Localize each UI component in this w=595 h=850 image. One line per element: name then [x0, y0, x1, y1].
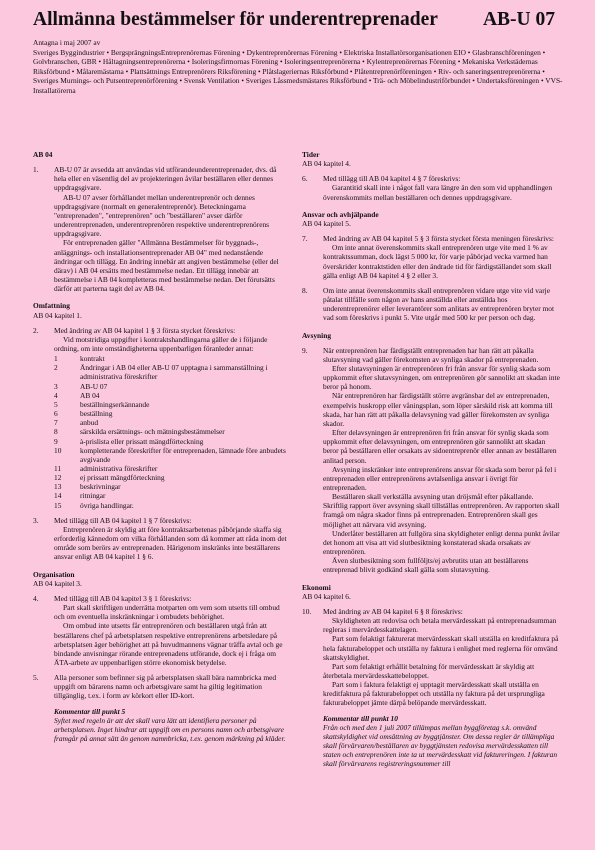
- list-item: [54, 482, 288, 491]
- clause-number: 9.: [302, 345, 308, 355]
- left-column: [33, 150, 288, 743]
- clause-text: Med ändring av AB 04 kapitel 1 § 3 första stycket föreskrivs:: [54, 325, 236, 335]
- clause-text: Skyldigheten att redovisa och betala mervärdesskatt på entreprenadsumman regleras i mervärdesskattelagen.: [323, 616, 557, 635]
- clause-text: Med ändring av AB 04 kapitel 5 § 3 första stycket första meningen föreskrivs:: [323, 234, 554, 244]
- clause-text: Med tillägg till AB 04 kapitel 1 § 7 föreskrivs:: [54, 515, 192, 525]
- section-heading-omfattning: Omfattning: [33, 301, 70, 311]
- document-code: AB-U 07: [482, 9, 555, 30]
- list-item-number: 15: [54, 500, 62, 510]
- document-title: Allmänna bestämmelser för underentreprenader: [33, 9, 438, 30]
- list-item-number: 7: [54, 418, 58, 428]
- clause-text: Part som i faktura felaktigt ej upptagit mervärdesskatt skall utställa en kreditfaktura på fakturabeloppet och utställa ny faktura på det ursprungliga fakturabeloppet jämte därpå belöpande mervärdesskatt.: [323, 680, 545, 708]
- list-item: [54, 400, 288, 409]
- section-heading-tider: Tider: [302, 150, 320, 159]
- list-item-text: kompletterande föreskrifter för entreprenaden, lämnade före anbudets avgivande: [80, 445, 286, 464]
- clause-2: [33, 326, 288, 510]
- list-item-text: à-prislista eller prissatt mängdförteckning: [80, 436, 204, 446]
- clause-text: För entreprenaden gäller "Allmänna Bestämmelser för byggnads-, anläggnings- och installationsentreprenader AB 04" med nedanstående ändringar och tillägg. En ändring innebär att angiven bestämmelse (eller del därav) i AB 04 ersätts med bestämmelse nedan. Ett tillägg innebär att bestämmelse i AB 04 kompletteras med bestämmelse nedan. Det förutsätts därför att parterna tagit del av AB 04.: [54, 238, 279, 294]
- list-item-text: övriga handlingar.: [80, 500, 134, 510]
- list-item-number: 6: [54, 409, 58, 419]
- list-item: [54, 427, 288, 436]
- clause-text: Efter slutavsyningen är entreprenören fri från ansvar för synlig skada som uppkommit efter slutavsyningen, om entreprenören gör sannolikt att skadan inte beror på honom.: [323, 363, 560, 392]
- list-item: [54, 418, 288, 427]
- clause-text: Även slutbesiktning som fullföljts/ej avbrutits utan att beställarens entreprenad blivit godkänd skall gälla som slutavsyning.: [323, 556, 529, 575]
- clause-3: [33, 516, 288, 562]
- section-subheading: AB 04 kapitel 5.: [302, 218, 351, 228]
- list-item-number: 4: [54, 390, 58, 400]
- section-heading-ab04: AB 04: [33, 150, 53, 159]
- clause-text: Entreprenören är skyldig att före kontraktsarbetenas påbörjande skaffa sig erforderlig kännedom om vilka förhållanden som då kommer att råda inom det område som berörs av entreprenaden. Härigenom inskränks inte beställarens ansvar enligt AB 04 kapitel 1 § 6.: [54, 524, 287, 562]
- organizations-list: Sveriges Byggindustrier • BergsprängningsEntreprenörernas Förening • Dykentreprenörernas Förening • Elektriska Installatörsorganisationen EIO • Glasbranschföreningen • Golvbranschen, GBR • Håltagningsentreprenörerna • Isoleringsfirmornas Förening • Isoleringsentreprenörerna • Kylentreprenörernas Förening • Mekaniska Verkstädernas Riksförbund • Målaremästarna • Plattsättnings Entreprenörers Riksförening • Plåtslageriernas Riksförbund • Plåtentreprenörföreningen • Riv- och saneringsentreprenörerna • Sveriges Murnings- och Putsentreprenörförening • Svensk Ventilation • Sveriges Låssmedsmästares Riksförbund • Trä- och Möbelindustriförbundet • Undertaksföreningen • VVS-Installatörerna: [33, 47, 563, 95]
- comment-heading: Kommentar till punkt 10: [323, 713, 398, 723]
- list-item: [54, 446, 288, 464]
- clause-1: [33, 165, 288, 293]
- list-item: [54, 464, 288, 473]
- list-item-number: 11: [54, 464, 62, 473]
- clause-text: När entreprenören har färdigställt större avgränsbar del av entreprenaden, exempelvis huskropp eller våningsplan, som löper särskild risk att komma till skada, har han rätt att påkalla delavsyning vad gäller förekomsten av synliga skador.: [323, 391, 553, 428]
- clause-text: AB-U 07 avser förhållandet mellan underentreprenör och dennes uppdragsgivare (normalt en generalentreprenör). Beteckningarna "entreprenaden", "entreprenören" och "beställaren" avser därför underentreprenaden, underentreprenören respektive underentreprenörens uppdragsgivare.: [54, 192, 270, 239]
- clause-text: Vid motstridiga uppgifter i kontraktshandlingarna gäller de i följande ordning, om inte omständigheterna uppenbarligen föranleder annat:: [54, 334, 268, 353]
- clause-8: [302, 286, 560, 323]
- list-item-text: beställning: [80, 409, 113, 419]
- clause-4: [33, 594, 288, 667]
- list-item-number: 9: [54, 436, 58, 446]
- priority-list: [54, 354, 288, 510]
- clause-text: Alla personer som befinner sig på arbetsplatsen skall bära namnbricka med uppgift om bärarens namn och arbetsgivare samt ha giltig legitimation tillgänglig, t.ex. i form av körkort eller ID-kort.: [54, 673, 277, 701]
- clause-text: Underlåter beställaren att fullgöra sina skyldigheter enligt denna punkt åvilar det honom att visa att vid slutbesiktning konstaterad skada orsakats av entreprenören.: [323, 528, 560, 557]
- clause-9: [302, 346, 560, 575]
- section-heading-ansvar: Ansvar och avhjälpande: [302, 209, 379, 219]
- list-item-text: beställningserkännande: [80, 399, 150, 409]
- list-item-number: 5: [54, 399, 58, 409]
- clause-number: 3.: [33, 515, 39, 525]
- comment-10: [302, 714, 560, 769]
- list-item-number: 12: [54, 473, 62, 483]
- list-item-number: 1: [54, 354, 58, 364]
- clause-number: 5.: [33, 673, 39, 683]
- clause-number: 10.: [302, 606, 312, 616]
- list-item-number: 3: [54, 381, 58, 391]
- section-subheading: AB 04 kapitel 1.: [33, 310, 82, 320]
- list-item: [54, 354, 288, 363]
- section-subheading: AB 04 kapitel 4.: [302, 159, 351, 169]
- clause-6: [302, 174, 560, 201]
- clause-number: 7.: [302, 234, 308, 244]
- clause-text: Part som felaktigt fakturerat mervärdesskatt skall utställa en kreditfaktura på hela fakturabeloppet och utställa ny faktura i enlighet med reglerna för omvänd skattskyldighet.: [323, 634, 559, 662]
- section-heading-ekonomi: Ekonomi: [302, 582, 331, 592]
- clause-text: När entreprenören har färdigställt entreprenaden har han rätt att påkalla slutavsyning vad gäller förekomsten av synliga skador på entreprenaden.: [323, 345, 539, 364]
- section-subheading: AB 04 kapitel 6.: [302, 591, 351, 601]
- list-item: [54, 409, 288, 418]
- clause-text: Om inte annat överenskommits skall entreprenören vidare utge vite vid varje påtalat tillfälle som någon av hans anställda eller anställda hos underentreprenörer eller leverantörer som anlitats av entreprenören bryter mot vad som föreskrivs i punkt 5. Vite utgår med 500 kr per person och dag.: [323, 285, 555, 323]
- list-item-text: särskilda ersättnings- och mätningsbestämmelser: [80, 427, 225, 437]
- list-item: [54, 501, 288, 510]
- section-heading-organisation: Organisation: [33, 569, 75, 579]
- clause-text: Beställaren skall verkställa avsyning utan dröjsmål efter påkallande. Skriftlig rapport över avsyning skall tillställas entreprenören. Av rapporten skall framgå om några skador finns på entreprenaden. Entreprenören skall ges möjlighet att närvara vid avsyning.: [323, 492, 560, 529]
- section-subheading: AB 04 kapitel 3.: [33, 578, 82, 588]
- list-item-text: kontrakt: [80, 354, 105, 364]
- clause-text: Part skall skriftligen underrätta motparten om vem som utsetts till ombud och om eventuella inskränkningar i ombudets behörighet.: [54, 603, 280, 622]
- clause-number: 8.: [302, 285, 308, 295]
- list-item-number: 13: [54, 482, 62, 492]
- clause-5: [33, 673, 288, 700]
- clause-number: 4.: [33, 593, 39, 603]
- comment-5: [33, 707, 288, 744]
- list-item-number: 8: [54, 427, 58, 437]
- list-item-number: 2: [54, 363, 58, 373]
- list-item-text: anbud: [80, 418, 99, 428]
- clause-text: Avsyning inskränker inte entreprenörens ansvar för skada som beror på fel i entreprenaden eller entreprenörens avtalsenliga ansvar i övrigt för entreprenaden.: [323, 464, 557, 492]
- clause-text: Om ombud inte utsetts får entreprenören och beställaren utgå från att beställarens chef på arbetsplatsen respektive entreprenörens arbetsledare på arbetsplatsen äger behörighet att på huvudmannens vägnar träffa avtal och ge bindande anvisningar rörande entreprenadens utförande, dock ej i fråga om ÄTA-arbete av uppenbarligen större ekonomisk betydelse.: [54, 621, 283, 667]
- list-item-text: AB-U 07: [80, 381, 108, 391]
- clause-text: Med tillägg till AB 04 kapitel 3 § 1 föreskrivs:: [54, 593, 192, 603]
- clause-text: Efter delavsyningen är entreprenören fri från ansvar för synlig skada som uppkommit efter delavsyningen, om entreprenören gör sannolikt att skadan beror på beställaren eller orsakats av sidoentreprenör eller annan av beställaren anlitad person.: [323, 428, 557, 465]
- list-item-text: beskrivningar: [80, 482, 121, 492]
- right-column: [302, 150, 560, 769]
- comment-text: Från och med den 1 juli 2007 tillämpas mellan byggföretag s.k. omvänd skattskyldighet vid omsättning av byggtjänster. Om dessa regler är tillämpliga skall förvärvaren/beställaren av byggtjänsten redovisa mervärdesskatten till staten och entreprenören inte ta ut mervärdesskatt vid faktureringen. I fakturan skall förvärvarens registreringsnummer till: [323, 722, 558, 769]
- section-heading-avsyning: Avsyning: [302, 330, 332, 340]
- comment-text: Syftet med regeln är att det skall vara lätt att identifiera personer på arbetsplatsen. Inget hindrar att uppgift om en persons namn och arbetsgivare framgår på annat sätt än genom namnbricka, t.ex. genom märkning på kläder.: [54, 715, 286, 744]
- list-item-number: 14: [54, 491, 62, 501]
- list-item-number: 10: [54, 445, 62, 455]
- list-item: [54, 391, 288, 400]
- list-item-text: Ändringar i AB 04 eller AB-U 07 upptagna i sammanställning i administrativa föreskrifter: [80, 363, 268, 382]
- adopted-line: Antagna i maj 2007 av: [33, 38, 101, 47]
- clause-text: Med ändring av AB 04 kapitel 6 § 8 föreskrivs:: [323, 606, 463, 616]
- clause-text: Garantitid skall inte i något fall vara längre än den som vid upphandlingen överenskommits mellan beställaren och dennes uppdragsgivare.: [323, 183, 553, 202]
- list-item-text: administrativa föreskrifter: [80, 464, 158, 473]
- clause-text: AB-U 07 är avsedda att användas vid utförandeunderentreprenader, dvs. då hela eller en väsentlig del av projekteringen åvilar beställaren eller dennes uppdragsgivare.: [54, 165, 277, 193]
- clause-7: [302, 234, 560, 280]
- clause-text: Om inte annat överenskommits skall entreprenören utge vite med 1 % av kontraktssumman, dock lägst 5 000 kr, för varje påbörjad vecka varmed han överskrider kontraktstiden eller den ändrade tid för färdigställandet som skall gälla enligt AB 04 kapitel 4 § 2 eller 3.: [323, 243, 552, 280]
- list-item: [54, 382, 288, 391]
- comment-heading: Kommentar till punkt 5: [54, 706, 126, 716]
- clause-number: 6.: [302, 174, 308, 184]
- clause-number: 2.: [33, 325, 39, 335]
- clause-text: Med tillägg till AB 04 kapitel 4 § 7 föreskrivs:: [323, 174, 461, 184]
- clause-number: 1.: [33, 165, 39, 175]
- list-item-text: ritningar: [80, 491, 106, 501]
- clause-10: [302, 607, 560, 708]
- list-item: [54, 363, 288, 381]
- list-item: [54, 491, 288, 500]
- list-item: [54, 437, 288, 446]
- intro-block: [33, 38, 565, 96]
- list-item-text: ej prissatt mängdförteckning: [80, 473, 165, 483]
- clause-text: Part som felaktigt erhållit betalning för mervärdesskatt är skyldig att återbetala mervärdesskattebeloppet.: [323, 661, 535, 680]
- list-item-text: AB 04: [80, 390, 100, 400]
- list-item: [54, 473, 288, 482]
